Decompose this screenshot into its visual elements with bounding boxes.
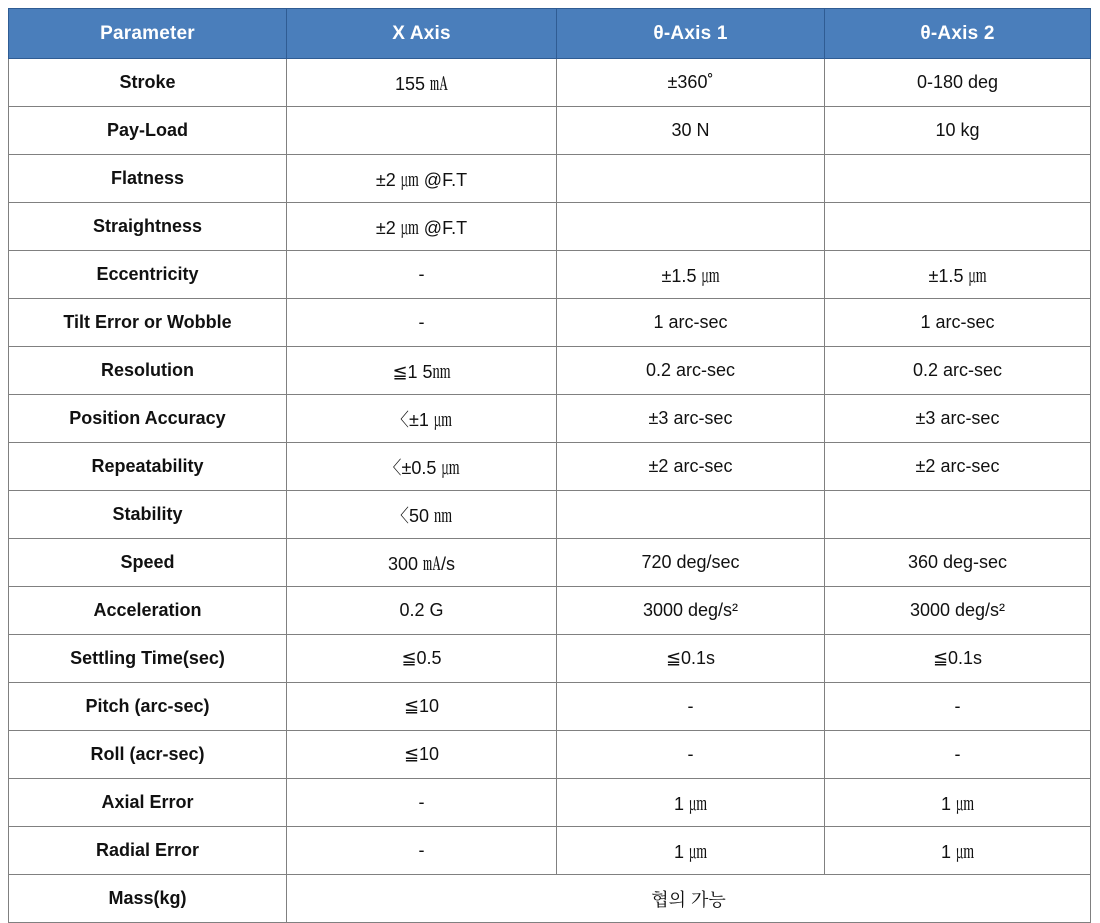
cell-theta-axis-2: 10 kg bbox=[825, 107, 1091, 155]
cell-theta-axis-1: ±3 arc-sec bbox=[557, 395, 825, 443]
table-row bbox=[9, 251, 1091, 299]
cell-x-axis: - bbox=[287, 251, 557, 299]
cell-theta-axis-1: ±1.5 ㎛ bbox=[557, 251, 825, 299]
table-row bbox=[9, 443, 1091, 491]
column-header-theta-axis-1: θ-Axis 1 bbox=[557, 9, 825, 59]
cell-theta-axis-1: ≦0.1s bbox=[557, 635, 825, 683]
cell-theta-axis-2: ≦0.1s bbox=[825, 635, 1091, 683]
cell-x-axis: 〈±0.5 ㎛ bbox=[287, 443, 557, 491]
table-row bbox=[9, 299, 1091, 347]
table-row bbox=[9, 539, 1091, 587]
cell-theta-axis-1: 1 ㎛ bbox=[557, 779, 825, 827]
cell-x-axis: ≦1 5㎚ bbox=[287, 347, 557, 395]
cell-theta-axis-1: 0.2 arc-sec bbox=[557, 347, 825, 395]
cell-x-axis: - bbox=[287, 299, 557, 347]
cell-theta-axis-2: - bbox=[825, 731, 1091, 779]
row-label: Roll (acr-sec) bbox=[9, 731, 287, 779]
cell-theta-axis-2: 3000 deg/s² bbox=[825, 587, 1091, 635]
cell-theta-axis-2 bbox=[825, 203, 1091, 251]
cell-x-axis: 〈50 ㎚ bbox=[287, 491, 557, 539]
column-header-theta-axis-2: θ-Axis 2 bbox=[825, 9, 1091, 59]
table-row bbox=[9, 731, 1091, 779]
row-label: Stroke bbox=[9, 59, 287, 107]
cell-theta-axis-1 bbox=[557, 203, 825, 251]
table-row bbox=[9, 347, 1091, 395]
table-row bbox=[9, 587, 1091, 635]
table-row bbox=[9, 203, 1091, 251]
cell-theta-axis-2 bbox=[825, 491, 1091, 539]
row-label: Stability bbox=[9, 491, 287, 539]
table-row bbox=[9, 779, 1091, 827]
cell-theta-axis-1: - bbox=[557, 731, 825, 779]
cell-theta-axis-1: ±2 arc-sec bbox=[557, 443, 825, 491]
cell-theta-axis-2: 0.2 arc-sec bbox=[825, 347, 1091, 395]
cell-x-axis: ≦10 bbox=[287, 731, 557, 779]
cell-x-axis: - bbox=[287, 779, 557, 827]
row-label: Acceleration bbox=[9, 587, 287, 635]
cell-theta-axis-1: - bbox=[557, 683, 825, 731]
cell-theta-axis-2: 1 arc-sec bbox=[825, 299, 1091, 347]
table-body bbox=[9, 59, 1091, 923]
cell-theta-axis-2: ±1.5 ㎛ bbox=[825, 251, 1091, 299]
row-label: Tilt Error or Wobble bbox=[9, 299, 287, 347]
cell-x-axis: 155 ㎃ bbox=[287, 59, 557, 107]
row-label: Settling Time(sec) bbox=[9, 635, 287, 683]
row-label: Pitch (arc-sec) bbox=[9, 683, 287, 731]
cell-x-axis: 0.2 G bbox=[287, 587, 557, 635]
table-row bbox=[9, 395, 1091, 443]
cell-x-axis: ±2 ㎛ @F.T bbox=[287, 155, 557, 203]
table-row bbox=[9, 683, 1091, 731]
table-row bbox=[9, 491, 1091, 539]
cell-theta-axis-1 bbox=[557, 155, 825, 203]
cell-x-axis bbox=[287, 107, 557, 155]
cell-merged-value: 협의 가능 bbox=[287, 875, 1091, 923]
cell-theta-axis-1: 720 deg/sec bbox=[557, 539, 825, 587]
row-label: Radial Error bbox=[9, 827, 287, 875]
specification-table bbox=[8, 8, 1091, 923]
cell-theta-axis-1: 30 N bbox=[557, 107, 825, 155]
cell-x-axis: - bbox=[287, 827, 557, 875]
table-row bbox=[9, 59, 1091, 107]
table-row bbox=[9, 155, 1091, 203]
table-header bbox=[9, 9, 1091, 59]
cell-x-axis: ≦0.5 bbox=[287, 635, 557, 683]
cell-theta-axis-2: 360 deg-sec bbox=[825, 539, 1091, 587]
cell-x-axis: ±2 ㎛ @F.T bbox=[287, 203, 557, 251]
cell-theta-axis-1: ±360˚ bbox=[557, 59, 825, 107]
cell-theta-axis-2: 0-180 deg bbox=[825, 59, 1091, 107]
row-label: Eccentricity bbox=[9, 251, 287, 299]
cell-theta-axis-1: 1 ㎛ bbox=[557, 827, 825, 875]
cell-theta-axis-2: ±2 arc-sec bbox=[825, 443, 1091, 491]
cell-x-axis: ≦10 bbox=[287, 683, 557, 731]
cell-theta-axis-1: 1 arc-sec bbox=[557, 299, 825, 347]
row-label: Resolution bbox=[9, 347, 287, 395]
row-label: Flatness bbox=[9, 155, 287, 203]
cell-theta-axis-1: 3000 deg/s² bbox=[557, 587, 825, 635]
cell-x-axis: 〈±1 ㎛ bbox=[287, 395, 557, 443]
row-label: Repeatability bbox=[9, 443, 287, 491]
cell-theta-axis-2: 1 ㎛ bbox=[825, 827, 1091, 875]
table-row bbox=[9, 827, 1091, 875]
cell-theta-axis-2: - bbox=[825, 683, 1091, 731]
row-label: Speed bbox=[9, 539, 287, 587]
cell-theta-axis-2: 1 ㎛ bbox=[825, 779, 1091, 827]
cell-x-axis: 300 ㎃/s bbox=[287, 539, 557, 587]
cell-theta-axis-2: ±3 arc-sec bbox=[825, 395, 1091, 443]
cell-theta-axis-1 bbox=[557, 491, 825, 539]
row-label: Axial Error bbox=[9, 779, 287, 827]
row-label: Mass(kg) bbox=[9, 875, 287, 923]
cell-theta-axis-2 bbox=[825, 155, 1091, 203]
table-row bbox=[9, 635, 1091, 683]
column-header-x-axis: X Axis bbox=[287, 9, 557, 59]
column-header-parameter: Parameter bbox=[9, 9, 287, 59]
table-row bbox=[9, 107, 1091, 155]
row-label: Straightness bbox=[9, 203, 287, 251]
row-label: Pay-Load bbox=[9, 107, 287, 155]
row-label: Position Accuracy bbox=[9, 395, 287, 443]
header-row bbox=[9, 9, 1091, 59]
